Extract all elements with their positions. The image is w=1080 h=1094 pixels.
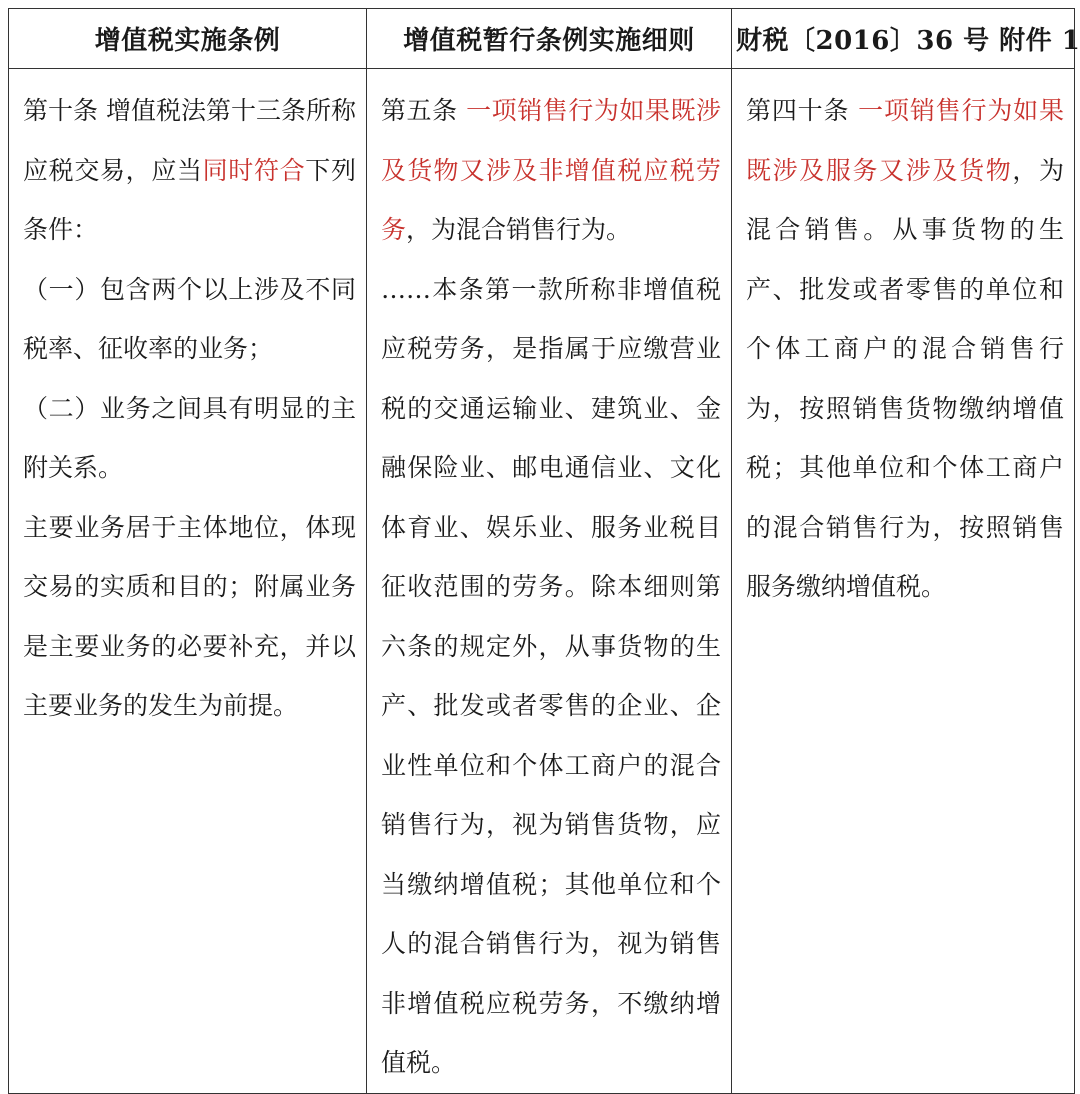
article-10-intro-tail: 下列条件： [23, 155, 356, 244]
article-5-intro [381, 81, 721, 260]
article-5-highlight: 一项销售行为如果既涉及货物又涉及非增值税应税劳务 [381, 96, 721, 244]
header-vat-implementation-regulation: 增值税实施条例 [9, 9, 367, 69]
cell-vat-implementation-regulation [9, 69, 367, 1094]
article-10-intro-text: 第十条 增值税法第十三条所称应税交易，应当 [23, 96, 356, 185]
article-5-intro-tail: ，为混合销售行为。 [406, 215, 632, 244]
article-10-explanation: 主要业务居于主体地位，体现交易的实质和目的；附属业务是主要业务的必要补充，并以主要业务的发生为前提。 [23, 512, 356, 720]
article-5-number: 第五条 [381, 96, 467, 125]
article-5-explanation: ……本条第一款所称非增值税应税劳务，是指属于应缴营业税的交通运输业、建筑业、金融保险业、邮电通信业、文化体育业、娱乐业、服务业税目征收范围的劳务。除本细则第六条的规定外，从事货物的生产、批发或者零售的企业、企业性单位和个体工商户的混合销售行为，视为销售货物，应当缴纳增值税；其他单位和个人的混合销售行为，视为销售非增值税应税劳务，不缴纳增值税。 [381, 274, 721, 1077]
article-40-highlight: 一项销售行为如果既涉及服务又涉及货物 [746, 96, 1064, 185]
article-10-intro [23, 81, 356, 260]
header-row [9, 9, 1075, 69]
comparison-table [8, 8, 1080, 1094]
header-caishui-2016-36-annex-1: 财税〔2016〕36 号 附件 1 [732, 9, 1075, 69]
cell-vat-provisional-regulation-rules [367, 69, 732, 1094]
article-10-condition-2: （二）业务之间具有明显的主附关系。 [23, 393, 356, 482]
article-10-highlight: 同时符合 [202, 155, 306, 185]
article-40-text [746, 81, 1064, 617]
content-row [9, 69, 1075, 1094]
article-40-body: ，为混合销售。从事货物的生产、批发或者零售的单位和个体工商户的混合销售行为，按照销售货物缴纳增值税；其他单位和个体工商户的混合销售行为，按照销售服务缴纳增值税。 [746, 155, 1064, 601]
cell-caishui-2016-36-annex-1 [732, 69, 1075, 1094]
header-vat-provisional-regulation-rules: 增值税暂行条例实施细则 [367, 9, 732, 69]
article-10-condition-1: （一）包含两个以上涉及不同税率、征收率的业务； [23, 274, 356, 363]
article-40-number: 第四十条 [746, 96, 859, 125]
